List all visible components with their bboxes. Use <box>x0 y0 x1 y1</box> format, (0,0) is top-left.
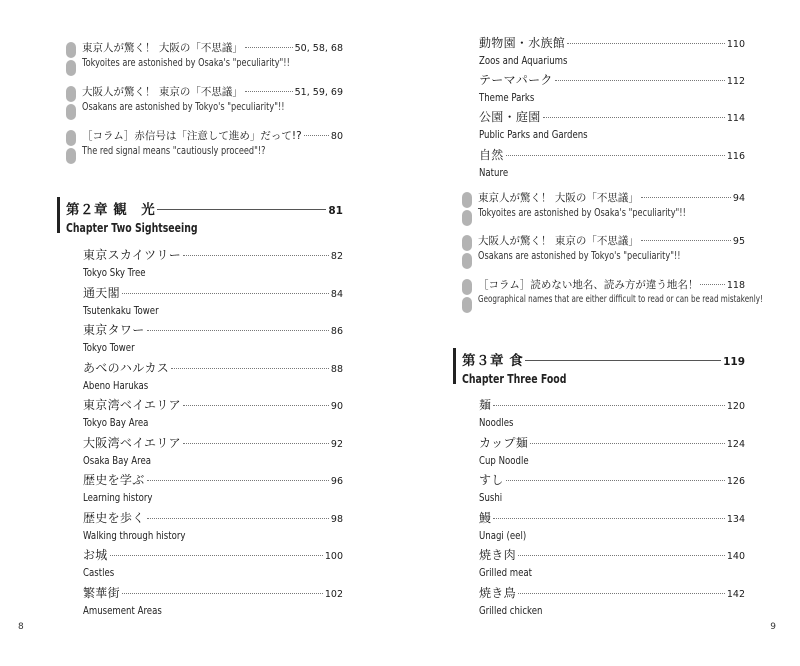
entry-title-jp: 麺 <box>479 398 492 412</box>
leader-dots <box>183 405 329 406</box>
column-marker <box>66 130 77 166</box>
column-entry <box>462 190 745 224</box>
toc-entry <box>479 108 745 141</box>
entry-title-jp: すし <box>479 473 504 487</box>
entry-page: 116 <box>726 151 745 162</box>
entry-title-en: Osaka Bay Area <box>83 453 151 467</box>
entry-title-jp: 読めない地名、読み方が違う地名！ <box>530 279 699 291</box>
leader-line <box>157 209 326 210</box>
leader-dots <box>493 518 725 519</box>
right-page <box>400 0 800 666</box>
entry-title-en: Osakans are astonished by Tokyo's "peculiarity"!! <box>82 101 285 113</box>
leader-dots <box>543 117 725 118</box>
entry-page: 94 <box>732 193 745 204</box>
entry-title-jp: 大阪湾ベイエリア <box>83 435 181 450</box>
toc-entry <box>479 146 745 179</box>
chapter-title-jp: 第２章 観 光 <box>66 202 156 218</box>
entry-page: 112 <box>726 76 745 87</box>
toc-entry <box>83 584 343 617</box>
leader-dots <box>506 155 725 156</box>
column-marker <box>66 42 77 78</box>
entry-title-jp: 繁華街 <box>83 585 120 600</box>
entry-page: 84 <box>330 288 343 300</box>
entry-page: 114 <box>726 113 745 124</box>
column-tag: ［コラム］ <box>478 279 531 291</box>
leader-dots <box>555 80 725 81</box>
entry-title-en: Tsutenkaku Tower <box>83 303 159 317</box>
entry-title-en: Noodles <box>479 416 514 429</box>
entry-title-en: Cup Noodle <box>479 453 529 467</box>
leader-dots <box>245 91 293 92</box>
entry-title-en: Walking through history <box>83 528 186 542</box>
entry-title-jp: 東京人が驚く！ 大阪の「不思議」 <box>478 192 639 204</box>
entry-title-en: Amusement Areas <box>83 603 162 617</box>
entry-title-jp: 赤信号は「注意して進め」だって!? <box>134 130 302 142</box>
entry-title-en: Theme Parks <box>479 91 535 104</box>
entry-page: 110 <box>726 39 745 50</box>
entry-page: 92 <box>330 438 343 450</box>
leader-dots <box>171 368 329 369</box>
entry-title-jp: 東京人が驚く！ 大阪の「不思議」 <box>82 42 243 54</box>
toc-entry <box>479 434 745 467</box>
chapter-title-jp: 第３章 食 <box>462 353 524 369</box>
entry-title-en: Tokyo Tower <box>83 341 135 354</box>
entry-title-jp: 動物園・水族館 <box>479 36 566 50</box>
leader-dots <box>641 197 731 198</box>
entry-title-jp: 大阪人が驚く！ 東京の「不思議」 <box>82 86 243 98</box>
leader-dots <box>110 555 323 556</box>
entry-title-en: Grilled meat <box>479 566 533 579</box>
entry-title-jp: 公園・庭園 <box>479 110 541 124</box>
column-marker <box>66 86 77 122</box>
entry-title-en: Sushi <box>479 491 503 504</box>
entry-title-jp: 東京スカイツリー <box>83 248 182 262</box>
column-entry <box>66 40 343 74</box>
column-marker <box>462 235 473 271</box>
chapter-heading <box>453 348 745 384</box>
column-marker <box>462 279 473 315</box>
toc-entry <box>83 321 343 354</box>
entry-title-en: Tokyoites are astonished by Osaka's "peculiarity"!! <box>82 57 290 69</box>
leader-dots <box>147 330 329 331</box>
entry-title-en: Geographical names that are either difficult to read or can be read mistakenly! <box>478 294 763 305</box>
entry-page: 96 <box>330 476 343 487</box>
entry-page: 98 <box>330 513 343 525</box>
toc-entry <box>83 359 343 392</box>
entry-page: 102 <box>324 588 343 600</box>
toc-entry <box>479 71 745 104</box>
toc-entry <box>83 509 343 542</box>
entry-title-en: Zoos and Aquariums <box>479 54 568 67</box>
leader-dots <box>700 284 724 285</box>
entry-title-en: Tokyo Bay Area <box>83 416 149 429</box>
chapter-page: 119 <box>723 356 745 368</box>
toc-entry <box>83 284 343 317</box>
toc-entry <box>83 471 343 504</box>
column-entry <box>462 233 745 267</box>
leader-dots <box>183 443 329 444</box>
toc-entry <box>479 471 745 504</box>
entry-page: 90 <box>330 401 343 412</box>
entry-title-jp: 大阪人が驚く！ 東京の「不思議」 <box>478 235 639 247</box>
toc-entry <box>479 396 745 429</box>
toc-entry <box>479 509 745 542</box>
page-number: 9 <box>770 622 776 632</box>
entry-title-en: The red signal means "cautiously proceed"!? <box>82 145 266 157</box>
leader-dots <box>567 43 725 44</box>
entry-title-jp: 通天閣 <box>83 285 120 300</box>
entry-title-jp: 鰻 <box>479 510 492 525</box>
entry-title-en: Tokyoites are astonished by Osaka's "peculiarity"!! <box>478 207 686 219</box>
entry-page: 134 <box>726 513 745 525</box>
entry-page: 120 <box>726 401 745 412</box>
leader-dots <box>183 255 329 256</box>
entry-title-jp: 東京タワー <box>83 323 145 337</box>
entry-page: 88 <box>330 363 343 375</box>
entry-title-jp: 東京湾ベイエリア <box>83 398 181 412</box>
entry-page: 124 <box>726 438 745 450</box>
leader-dots <box>147 518 329 519</box>
entry-title-jp: 焼き肉 <box>479 548 516 562</box>
leader-line <box>525 360 721 361</box>
entry-page: 140 <box>726 551 745 562</box>
entry-page: 95 <box>732 236 745 247</box>
entry-title-en: Unagi (eel) <box>479 528 527 542</box>
entry-title-jp: 歴史を学ぶ <box>83 473 145 487</box>
leader-dots <box>641 240 731 241</box>
leader-dots <box>506 480 725 481</box>
entry-title-en: Tokyo Sky Tree <box>83 266 146 279</box>
leader-dots <box>518 555 725 556</box>
entry-title-en: Abeno Harukas <box>83 378 149 392</box>
chapter-heading <box>57 197 343 233</box>
entry-page: 82 <box>330 251 343 262</box>
chapter-bar <box>453 348 456 384</box>
toc-entry <box>479 34 745 67</box>
column-entry <box>66 128 343 162</box>
entry-page: 80 <box>330 131 343 142</box>
entry-title-jp: 歴史を歩く <box>83 510 145 525</box>
entry-title-jp: 焼き鳥 <box>479 585 516 600</box>
entry-title-jp: あべのハルカス <box>83 360 170 375</box>
toc-entry <box>83 546 343 579</box>
leader-dots <box>518 593 725 594</box>
chapter-bar <box>57 197 60 233</box>
chapter-page: 81 <box>328 205 343 217</box>
leader-dots <box>122 293 329 294</box>
entry-page: 100 <box>324 551 343 562</box>
entry-page: 51, 59, 69 <box>294 87 343 98</box>
column-entry <box>462 277 763 311</box>
entry-title-en: Grilled chicken <box>479 603 543 617</box>
toc-entry <box>83 246 343 279</box>
entry-title-en: Nature <box>479 166 509 179</box>
entry-page: 118 <box>726 280 745 291</box>
entry-page: 86 <box>330 326 343 337</box>
entry-title-jp: 自然 <box>479 148 504 162</box>
leader-dots <box>122 593 323 594</box>
entry-title-jp: お城 <box>83 548 108 562</box>
toc-entry <box>83 396 343 429</box>
toc-entry <box>479 546 745 579</box>
entry-title-en: Osakans are astonished by Tokyo's "peculiarity"!! <box>478 250 681 262</box>
entry-page: 142 <box>726 588 745 600</box>
entry-title-en: Public Parks and Gardens <box>479 128 588 141</box>
page-number: 8 <box>18 622 24 632</box>
toc-entry <box>83 434 343 467</box>
leader-dots <box>304 135 329 136</box>
leader-dots <box>147 480 329 481</box>
leader-dots <box>530 443 725 444</box>
leader-dots <box>493 405 725 406</box>
entry-page: 50, 58, 68 <box>294 43 343 54</box>
toc-entry <box>479 584 745 617</box>
entry-title-en: Castles <box>83 566 115 579</box>
chapter-title-en: Chapter Three Food <box>462 372 567 386</box>
column-tag: ［コラム］ <box>82 130 135 142</box>
entry-title-en: Learning history <box>83 491 153 504</box>
column-entry <box>66 84 343 118</box>
entry-page: 126 <box>726 476 745 487</box>
leader-dots <box>245 47 293 48</box>
chapter-title-en: Chapter Two Sightseeing <box>66 221 198 235</box>
entry-title-jp: テーマパーク <box>479 73 553 87</box>
entry-title-jp: カップ麺 <box>479 435 529 450</box>
column-marker <box>462 192 473 228</box>
